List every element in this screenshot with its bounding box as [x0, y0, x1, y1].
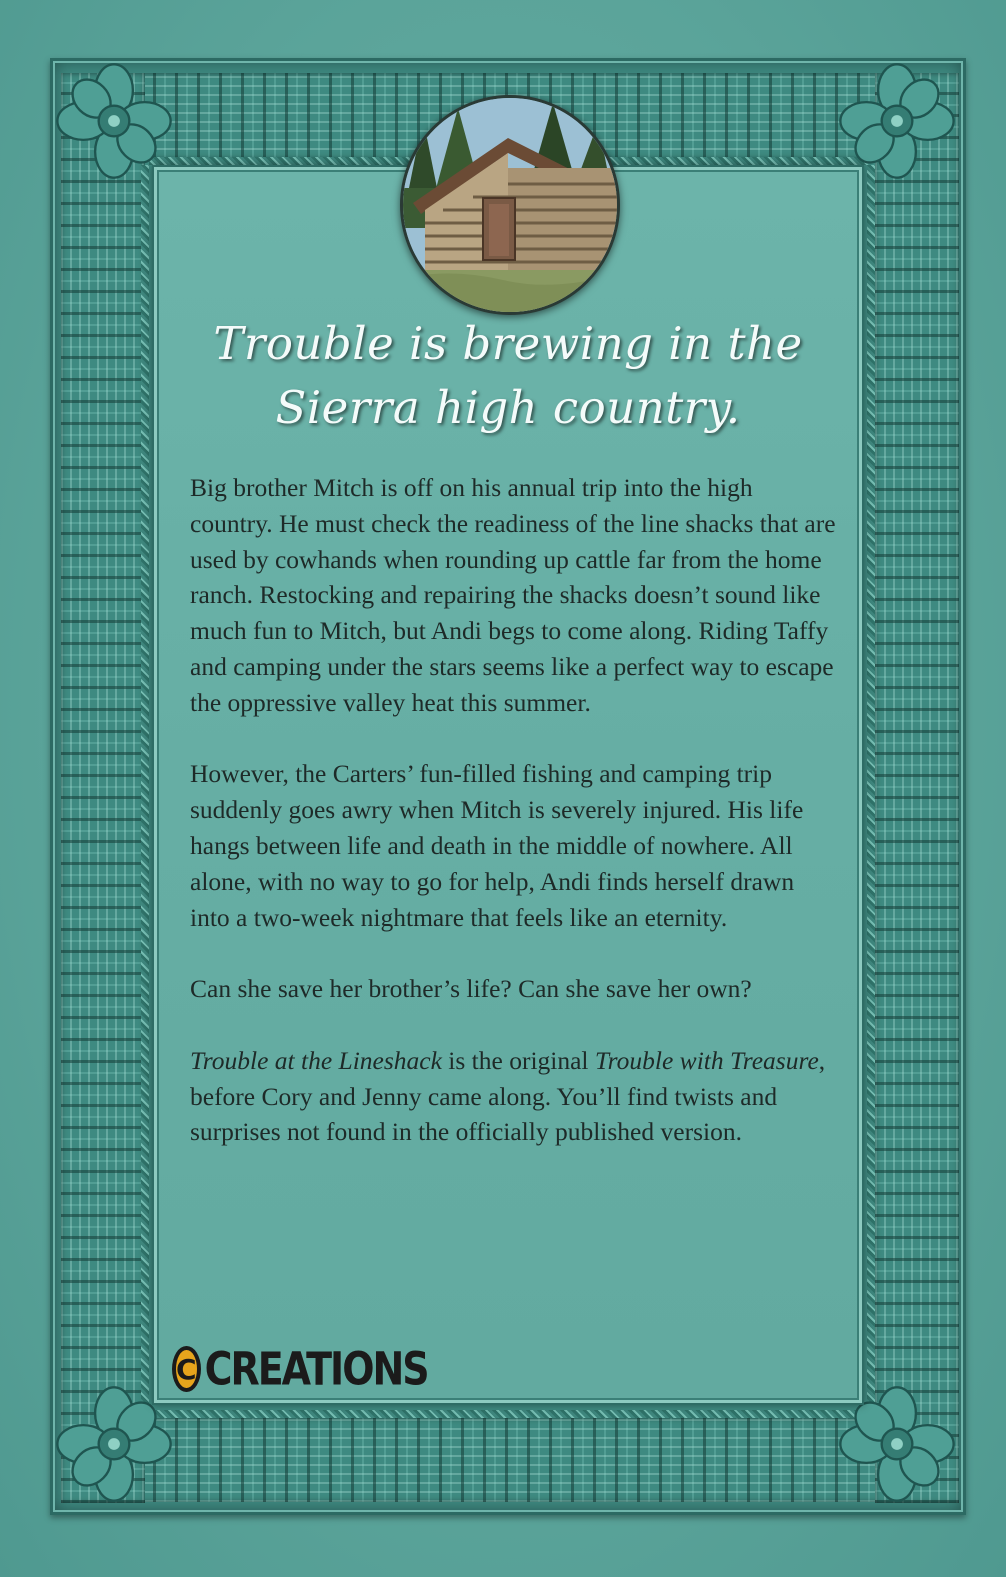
- paragraph-conflict: However, the Carters’ fun-filled fishing and camping trip suddenly goes awry when Mitch is severely injured. His life hangs between life and death in the middle of nowhere. All alone, with no way to go for help, Andi finds herself drawn into a two-week nightmare that feels like an eternity.: [190, 759, 804, 932]
- rope-border-bottom: [149, 1410, 871, 1418]
- logo-mark: C: [172, 1346, 201, 1392]
- headline-line-2: Sierra high country.: [275, 381, 741, 434]
- note-text: , before Cory and Jenny came along. You’ll find twists and surprises not found in the officially published version.: [190, 1045, 826, 1147]
- rope-border-left: [141, 165, 149, 1410]
- logo-text: CREATIONS: [204, 1342, 428, 1396]
- log-cabin-photo: [400, 95, 620, 315]
- book-title: Trouble at the Lineshack: [190, 1045, 442, 1075]
- headline: [200, 312, 816, 440]
- cabin-illustration: [403, 98, 617, 312]
- headline-line-1: Trouble is brewing in the: [213, 317, 803, 370]
- paragraph-intro: Big brother Mitch is off on his annual trip into the high country. He must check the readiness of the line shacks that are used by cowhands when rounding up cattle far from the home ranch. Restocking and repairing the shacks doesn’t sound like much fun to Mitch, but Andi begs to come along. Riding Taffy and camping under the stars seems like a perfect way to escape the oppressive valley heat this summer.: [190, 473, 836, 717]
- paragraph-note: [190, 1043, 840, 1150]
- book-title: Trouble with Treasure: [594, 1045, 819, 1075]
- book-description: [190, 470, 840, 1186]
- flower-ornament-icon: [838, 62, 956, 180]
- note-text: is the original: [441, 1045, 595, 1075]
- basket-weave-bottom: [65, 1418, 951, 1502]
- flower-ornament-icon: [55, 62, 173, 180]
- paragraph-question: Can she save her brother’s life? Can she save her own?: [190, 974, 752, 1004]
- publisher-logo: [172, 1340, 428, 1398]
- basket-weave-left: [61, 73, 145, 1503]
- basket-weave-right: [875, 73, 959, 1503]
- rope-border-right: [867, 165, 875, 1410]
